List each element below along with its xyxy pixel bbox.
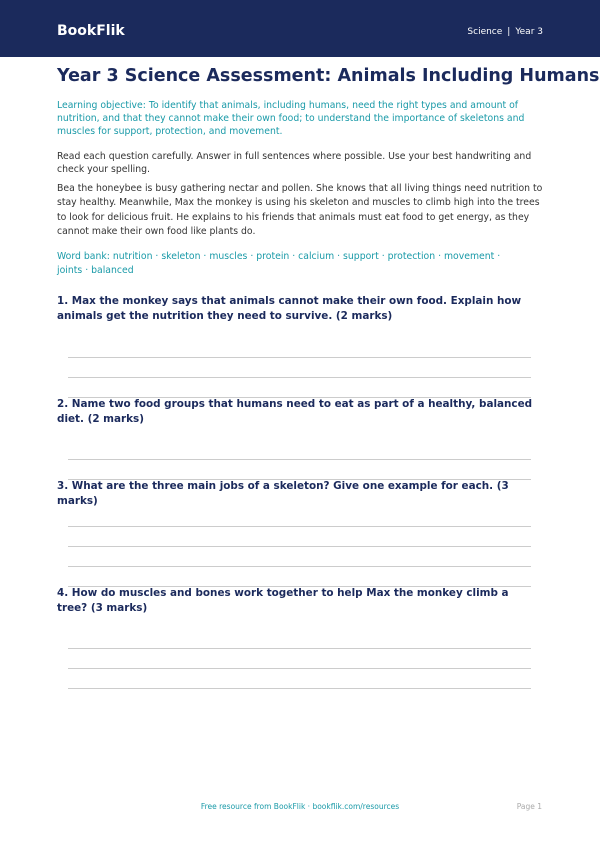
question-4: 4. How do muscles and bones work together to help Max the monkey climb a tree? (3 marks): [57, 587, 509, 614]
footer-credit: Free resource from BookFlik · bookflik.com/resources: [200, 802, 400, 811]
answer-line[interactable]: [68, 526, 531, 527]
question-1: 1. Max the monkey says that animals cannot make their own food. Explain how animals get the nutrition they need to survive. (2 marks): [57, 295, 522, 322]
page-number: Page 1: [516, 802, 542, 811]
page-title: Year 3 Science Assessment: Animals Including Humans: [57, 66, 600, 86]
instructions: Read each question carefully. Answer in full sentences where possible. Use your best handwriting and check your spelling.: [57, 151, 532, 176]
answer-line[interactable]: [68, 546, 531, 547]
subject-breadcrumb: [467, 27, 543, 37]
story-passage: Bea the honeybee is busy gathering nectar and pollen. She knows that all living things need nutrition to stay healthy. Meanwhile, Max the monkey is using his skeleton and muscles to climb high into the trees to look for delicious fruit. He explains to his friends that animals must eat food to get energy, as they cannot make their own food like plants do.: [57, 183, 543, 237]
question-3: 3. What are the three main jobs of a skeleton? Give one example for each. (3 marks): [57, 480, 509, 507]
year-label: Year 3: [515, 27, 543, 37]
answer-line[interactable]: [68, 459, 531, 460]
answer-line[interactable]: [68, 566, 531, 567]
brand-logo: BookFlik: [57, 23, 125, 39]
learning-objective: Learning objective: To identify that animals, including humans, need the right types and amount of nutrition, and that they cannot make their own food; to understand the importance of skeletons and muscles for support, protection, and movement.: [57, 100, 525, 138]
answer-line[interactable]: [68, 377, 531, 378]
answer-line[interactable]: [68, 688, 531, 689]
answer-line[interactable]: [68, 357, 531, 358]
question-2: 2. Name two food groups that humans need to eat as part of a healthy, balanced diet. (2 marks): [57, 398, 533, 425]
answer-line[interactable]: [68, 648, 531, 649]
breadcrumb-separator: |: [507, 27, 511, 37]
subject-label: Science: [467, 27, 503, 37]
word-bank: Word bank: nutrition · skeleton · muscles · protein · calcium · support · protection · movement · joints · balanced: [57, 251, 501, 276]
answer-line[interactable]: [68, 668, 531, 669]
header-bar: [0, 0, 600, 57]
